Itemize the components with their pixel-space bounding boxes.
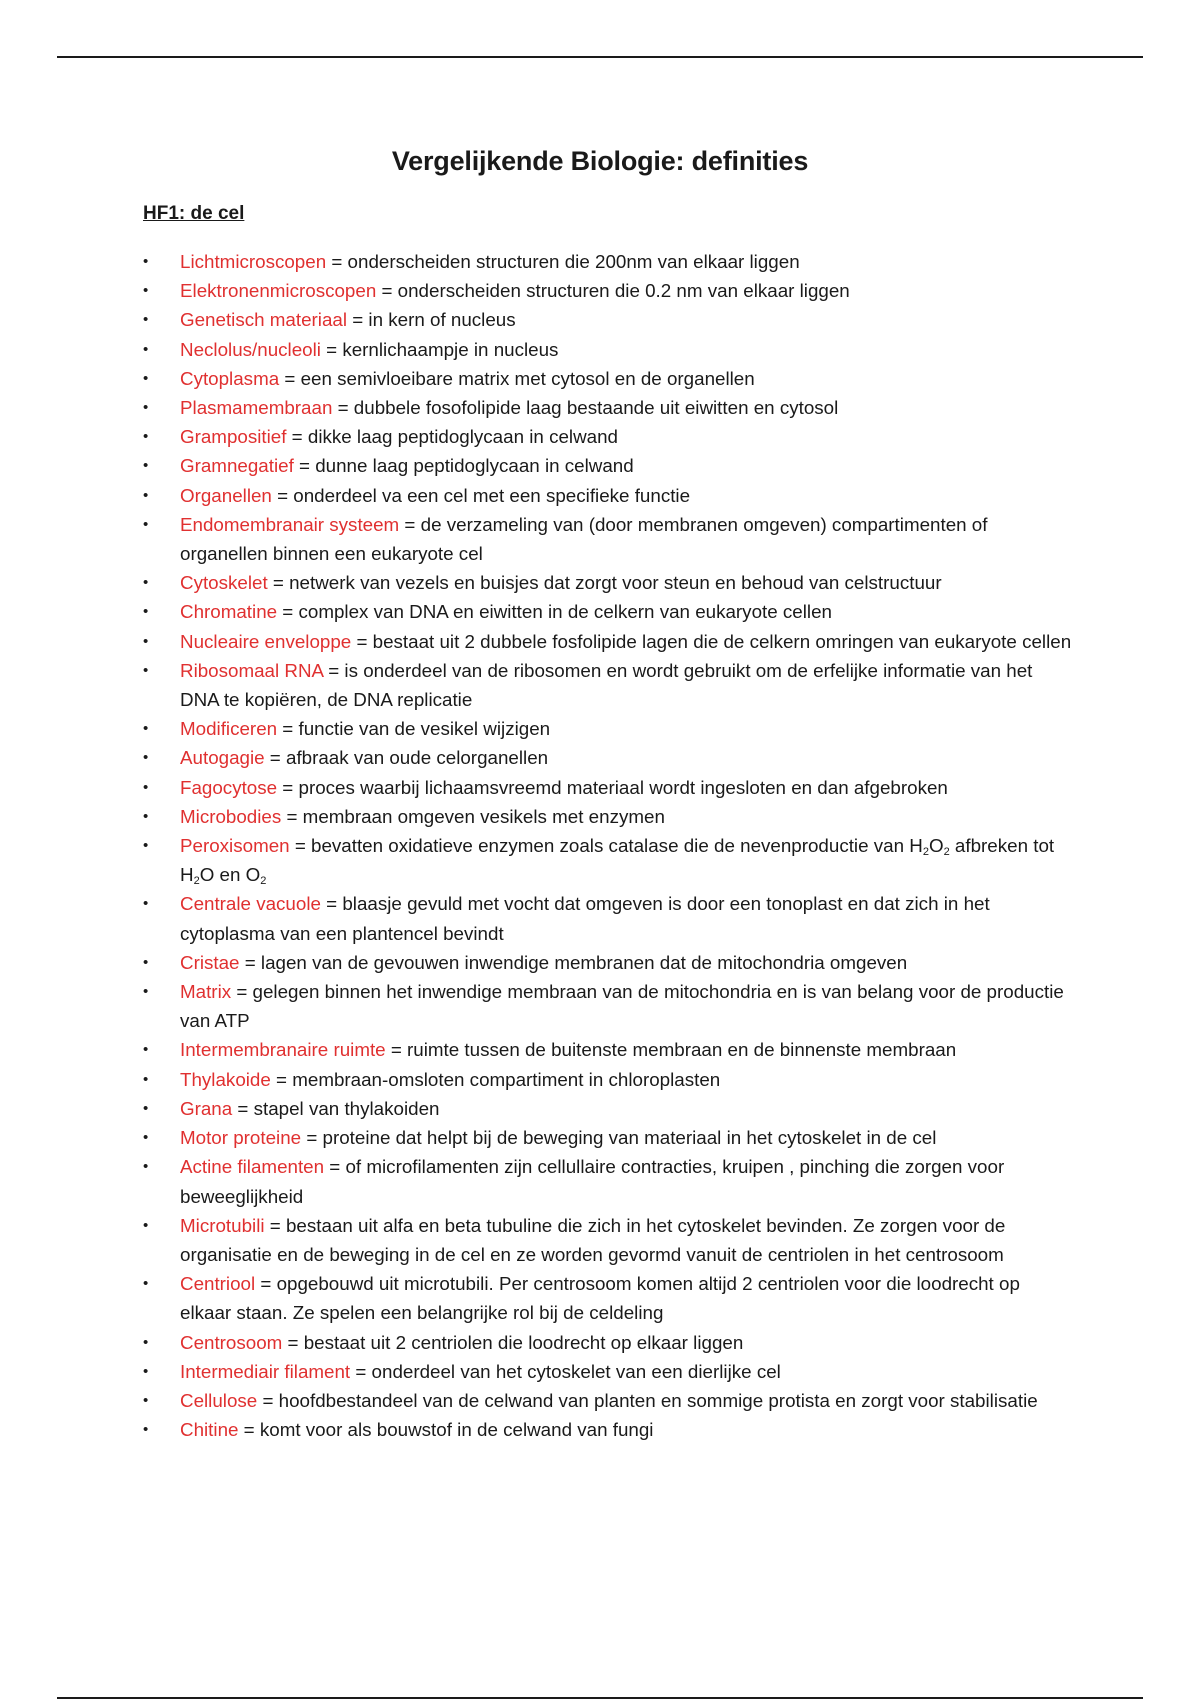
definition-term: Cellulose bbox=[180, 1389, 258, 1411]
bullet-icon: • bbox=[143, 282, 149, 300]
definition-term: Microbodies bbox=[180, 805, 282, 827]
bullet-icon: • bbox=[143, 1421, 149, 1439]
definition-description: = dubbele fosofolipide laag bestaande uit eiwitten en cytosol bbox=[332, 397, 839, 419]
definition-description: = ruimte tussen de buitenste membraan en de binnenste membraan bbox=[385, 1039, 957, 1061]
definition-term: Genetisch materiaal bbox=[180, 309, 348, 331]
definition-description: = dunne laag peptidoglycaan in celwand bbox=[293, 455, 634, 477]
definition-description: = is onderdeel van de ribosomen en wordt gebruikt om de erfelijke informatie van het DNA te kopiëren, de DNA replicatie bbox=[180, 659, 1033, 711]
definition-item bbox=[143, 1415, 1073, 1444]
definition-description: = of microfilamenten zijn cellullaire contracties, kruipen , pinching die zorgen voor beweeglijkheid bbox=[180, 1156, 1005, 1207]
definition-item bbox=[143, 1357, 1073, 1386]
definition-description: = lagen van de gevouwen inwendige membranen dat de mitochondria omgeven bbox=[239, 951, 908, 973]
definition-description: = complex van DNA en eiwitten in de celkern van eukaryote cellen bbox=[277, 601, 832, 623]
bullet-icon: • bbox=[143, 1070, 149, 1088]
bullet-icon: • bbox=[143, 1333, 149, 1351]
bullet-icon: • bbox=[143, 1275, 149, 1293]
definition-term: Organellen bbox=[180, 484, 272, 506]
definition-description: = stapel van thylakoiden bbox=[232, 1097, 440, 1119]
subscript: 2 bbox=[943, 846, 950, 859]
definition-item bbox=[143, 305, 1073, 334]
definition-description: = onderscheiden structuren die 0.2 nm van elkaar liggen bbox=[376, 280, 850, 302]
definition-description: = de verzameling van (door membranen omgeven) compartimenten of organellen binnen een eukaryote cel bbox=[180, 513, 988, 565]
definition-term: Elektronenmicroscopen bbox=[180, 280, 377, 302]
definition-term: Nucleaire enveloppe bbox=[180, 630, 352, 652]
definition-item bbox=[143, 889, 1073, 947]
definition-term: Lichtmicroscopen bbox=[180, 251, 327, 272]
definition-item bbox=[143, 1094, 1073, 1123]
definition-description: = gelegen binnen het inwendige membraan van de mitochondria en is van belang voor de productie van ATP bbox=[180, 981, 1064, 1032]
bullet-icon: • bbox=[143, 837, 149, 855]
definition-description: = proces waarbij lichaamsvreemd materiaal wordt ingesloten en dan afgebroken bbox=[277, 776, 948, 798]
definition-item bbox=[143, 1123, 1073, 1152]
definition-item bbox=[143, 568, 1073, 597]
definition-term: Grampositief bbox=[180, 426, 287, 448]
definition-item bbox=[143, 335, 1073, 364]
bullet-icon: • bbox=[143, 632, 149, 650]
bullet-icon: • bbox=[143, 1158, 149, 1176]
definition-item bbox=[143, 977, 1073, 1035]
definition-item bbox=[143, 948, 1073, 977]
bullet-icon: • bbox=[143, 428, 149, 446]
definition-term: Cytoplasma bbox=[180, 367, 280, 389]
definition-item bbox=[143, 1035, 1073, 1064]
definition-description: = bestaat uit 2 dubbele fosfolipide lagen die de celkern omringen van eukaryote cellen bbox=[351, 630, 1072, 652]
bullet-icon: • bbox=[143, 983, 149, 1001]
definition-item bbox=[143, 714, 1073, 743]
bullet-icon: • bbox=[143, 1041, 149, 1059]
definition-item bbox=[143, 743, 1073, 772]
subscript: 2 bbox=[260, 875, 267, 888]
bullet-icon: • bbox=[143, 1129, 149, 1147]
bullet-icon: • bbox=[143, 749, 149, 767]
definition-item bbox=[143, 831, 1073, 889]
bullet-icon: • bbox=[143, 1391, 149, 1409]
bullet-icon: • bbox=[143, 457, 149, 475]
definition-term: Chromatine bbox=[180, 601, 278, 623]
top-rule bbox=[57, 56, 1143, 58]
bullet-icon: • bbox=[143, 603, 149, 621]
definition-term: Autogagie bbox=[180, 747, 265, 769]
definition-item bbox=[143, 1328, 1073, 1357]
bullet-icon: • bbox=[143, 340, 149, 358]
definition-term: Cristae bbox=[180, 951, 240, 973]
definition-term: Intermembranaire ruimte bbox=[180, 1039, 386, 1061]
definition-description: = een semivloeibare matrix met cytosol en de organellen bbox=[279, 367, 755, 389]
definition-term: Matrix bbox=[180, 981, 232, 1003]
definition-description: = onderscheiden structuren die 200nm van elkaar liggen bbox=[326, 251, 800, 272]
definition-list bbox=[143, 247, 1073, 1444]
definition-description: = komt voor als bouwstof in de celwand van fungi bbox=[238, 1419, 654, 1441]
definition-term: Cytoskelet bbox=[180, 572, 268, 594]
definition-description: = onderdeel van het cytoskelet van een dierlijke cel bbox=[350, 1360, 781, 1382]
definition-description: = bestaat uit 2 centriolen die loodrecht op elkaar liggen bbox=[282, 1331, 744, 1353]
definition-term: Motor proteine bbox=[180, 1127, 302, 1149]
definition-description: = opgebouwd uit microtubili. Per centrosoom komen altijd 2 centriolen voor die loodrecht op elkaar staan. Ze spelen een belangrijke rol bij de celdeling bbox=[180, 1273, 1020, 1324]
definition-item bbox=[143, 1269, 1073, 1327]
definition-description: O bbox=[928, 835, 944, 857]
definition-description: = dikke laag peptidoglycaan in celwand bbox=[286, 426, 618, 448]
bullet-icon: • bbox=[143, 1362, 149, 1380]
bullet-icon: • bbox=[143, 1099, 149, 1117]
definition-item bbox=[143, 1211, 1073, 1269]
definition-term: Peroxisomen bbox=[180, 835, 290, 857]
bullet-icon: • bbox=[143, 661, 149, 679]
definition-term: Microtubili bbox=[180, 1214, 265, 1236]
definition-term: Intermediair filament bbox=[180, 1360, 351, 1382]
definition-term: Neclolus/nucleoli bbox=[180, 338, 321, 360]
definition-term: Grana bbox=[180, 1097, 233, 1119]
definition-term: Gramnegatief bbox=[180, 455, 294, 477]
definition-term: Plasmamembraan bbox=[180, 397, 333, 419]
definition-item bbox=[143, 276, 1073, 305]
definition-term: Centrosoom bbox=[180, 1331, 283, 1353]
bottom-rule bbox=[57, 1697, 1143, 1699]
definition-description: = hoofdbestandeel van de celwand van planten en sommige protista en zorgt voor stabilisatie bbox=[257, 1389, 1038, 1411]
definition-item bbox=[143, 1065, 1073, 1094]
definition-item bbox=[143, 627, 1073, 656]
bullet-icon: • bbox=[143, 574, 149, 592]
definition-item bbox=[143, 773, 1073, 802]
page-title: Vergelijkende Biologie: definities bbox=[391, 146, 809, 176]
definition-item bbox=[143, 510, 1073, 568]
definition-description: = onderdeel va een cel met een specifieke functie bbox=[271, 484, 691, 506]
subscript: 2 bbox=[922, 846, 929, 859]
definition-term: Centriool bbox=[180, 1273, 256, 1295]
definition-description: = bevatten oxidatieve enzymen zoals catalase die de nevenproductie van H bbox=[289, 835, 923, 857]
definition-term: Fagocytose bbox=[180, 776, 278, 798]
definition-description: = bestaan uit alfa en beta tubuline die zich in het cytoskelet bevinden. Ze zorgen voor de organisatie en de beweging in de cel en ze worden gevormd vanuit de centriolen in het centrosoom bbox=[180, 1214, 1006, 1265]
bullet-icon: • bbox=[143, 953, 149, 971]
definition-description: = in kern of nucleus bbox=[347, 309, 516, 331]
subscript: 2 bbox=[193, 875, 200, 888]
definition-term: Thylakoide bbox=[180, 1068, 271, 1090]
bullet-icon: • bbox=[143, 1216, 149, 1234]
definition-description: = proteine dat helpt bij de beweging van materiaal in het cytoskelet in de cel bbox=[301, 1127, 937, 1149]
definition-item bbox=[143, 422, 1073, 451]
bullet-icon: • bbox=[143, 253, 149, 270]
definition-item bbox=[143, 656, 1073, 714]
definition-term: Actine filamenten bbox=[180, 1156, 325, 1178]
definition-term: Centrale vacuole bbox=[180, 893, 321, 915]
bullet-icon: • bbox=[143, 895, 149, 913]
bullet-icon: • bbox=[143, 369, 149, 387]
definition-description: = netwerk van vezels en buisjes dat zorgt voor steun en behoud van celstructuur bbox=[267, 572, 942, 594]
definition-item bbox=[143, 802, 1073, 831]
definition-item bbox=[143, 1386, 1073, 1415]
bullet-icon: • bbox=[143, 515, 149, 533]
definition-item bbox=[143, 247, 1073, 276]
definition-item bbox=[143, 1152, 1073, 1210]
bullet-icon: • bbox=[143, 486, 149, 504]
chapter-heading: HF1: de cel bbox=[143, 203, 245, 224]
definition-item bbox=[143, 451, 1073, 480]
bullet-icon: • bbox=[143, 720, 149, 738]
bullet-icon: • bbox=[143, 311, 149, 329]
bullet-icon: • bbox=[143, 807, 149, 825]
definition-description: = functie van de vesikel wijzigen bbox=[277, 718, 551, 740]
definition-term: Ribosomaal RNA bbox=[180, 659, 324, 681]
definition-description: O en O bbox=[199, 864, 261, 886]
definition-description: = kernlichaampje in nucleus bbox=[320, 338, 559, 360]
definition-description: = blaasje gevuld met vocht dat omgeven is door een tonoplast en dat zich in het cytoplasma van een plantencel bevindt bbox=[180, 893, 990, 944]
definition-description: = membraan-omsloten compartiment in chloroplasten bbox=[270, 1068, 721, 1090]
definition-item bbox=[143, 481, 1073, 510]
bullet-icon: • bbox=[143, 778, 149, 796]
definition-term: Modificeren bbox=[180, 718, 278, 740]
definition-description: afbreken tot H bbox=[180, 835, 1055, 886]
definition-item bbox=[143, 393, 1073, 422]
definition-item bbox=[143, 364, 1073, 393]
definition-term: Chitine bbox=[180, 1419, 239, 1441]
definition-description: = afbraak van oude celorganellen bbox=[264, 747, 549, 769]
definition-item bbox=[143, 597, 1073, 626]
bullet-icon: • bbox=[143, 399, 149, 417]
definition-term: Endomembranair systeem bbox=[180, 513, 400, 535]
definition-description: = membraan omgeven vesikels met enzymen bbox=[281, 805, 665, 827]
